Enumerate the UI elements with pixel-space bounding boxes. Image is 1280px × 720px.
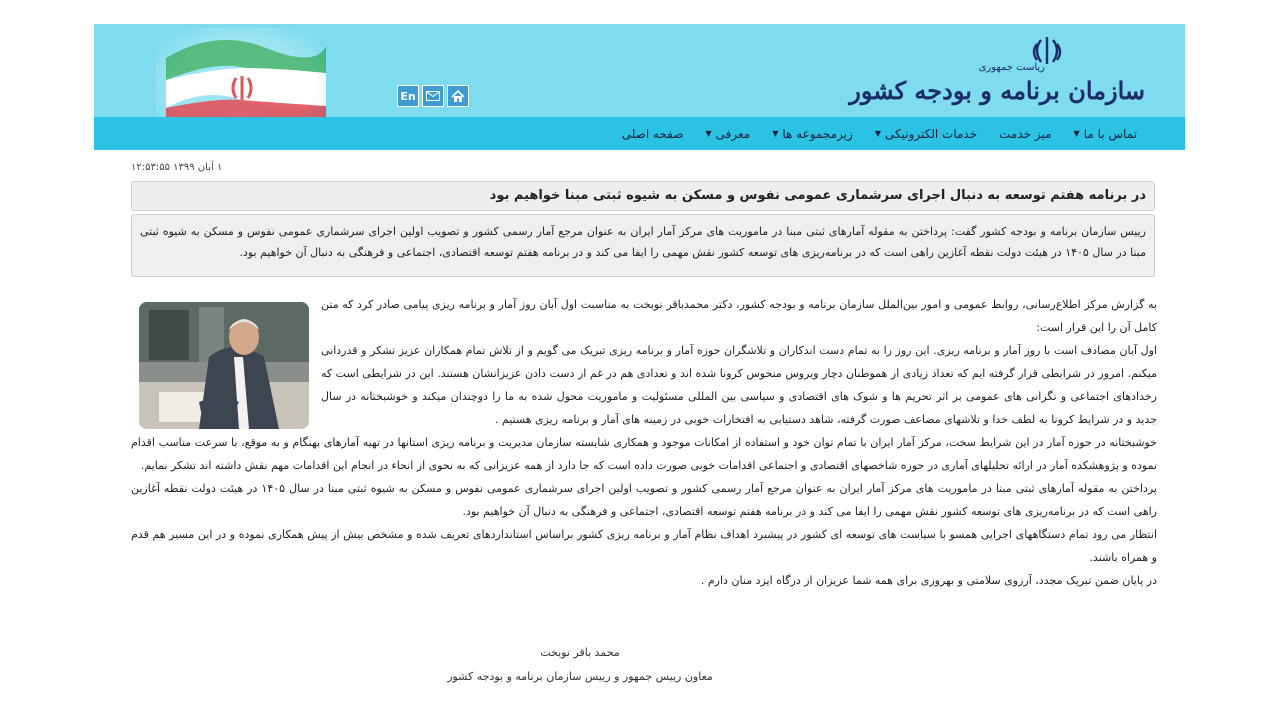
nav-e-services-label: خدمات الکترونیکی <box>884 126 978 141</box>
header-icon-group <box>397 85 469 107</box>
mail-icon[interactable] <box>422 85 444 107</box>
nav-service-desk-label: میز خدمت <box>999 126 1052 141</box>
site-header <box>94 24 1185 150</box>
nav-home-label: صفحه اصلی <box>621 126 684 141</box>
article-body <box>131 293 1157 592</box>
nav-contact-label: تماس با ما <box>1083 126 1137 141</box>
article-lead: رییس سازمان برنامه و بودجه کشور گفت: پرداختن به مقوله آمارهای ثبتی مبنا در ماموریت های مرکز آمار ایران به عنوان مرجع آمار رسمی کشور و تصویب اولین اجرای سرشماری عمومی نفوس و مسکن به شیوه ثبتی مبنا در سال ۱۴۰۵ در هیئت دولت نقطه آغازین راهی است که در برنامه‌ریزی های توسعه کشور نقش مهمی را ایفا می کند و در برنامه هفتم توسعه اقتصادی، اجتماعی و فرهنگی به دنبال آن خواهیم بود. <box>131 214 1155 277</box>
caret-down-icon: ▼ <box>874 129 881 138</box>
author-photo <box>139 302 309 429</box>
logo-subtitle: ریاست جمهوری <box>978 62 1045 73</box>
article-paragraph: به گزارش مرکز اطلاع‌رسانی، روابط عمومی و امور بین‌الملل سازمان برنامه و بودجه کشور، دکتر محمدباقر نوبخت به مناسبت اول آبان روز آمار و برنامه ریزی پیامی صادر کرد که متن کامل آن را این قرار است: <box>321 298 1157 334</box>
article-paragraph: پرداختن به مقوله آمارهای ثبتی مبنا در ماموریت های مرکز آمار ایران به عنوان مرجع آمار رسمی کشور و تصویب اولین اجرای سرشماری عمومی نفوس و مسکن به شیوه ثبتی مبنا در سال ۱۴۰۵ در هیئت دولت نقطه آغازین راهی است که در برنامه‌ریزی های توسعه کشور نقش مهمی را ایفا می کند و در برنامه هفتم توسعه اقتصادی، اجتماعی و فرهنگی به دنبال آن خواهیم بود. <box>131 482 1157 518</box>
signature-name: محمد باقر نوبخت <box>540 646 620 659</box>
caret-down-icon: ▼ <box>1073 129 1080 138</box>
header-banner <box>94 24 1185 117</box>
nav-subsidiaries-label: زیرمجموعه ها <box>782 126 853 141</box>
nav-contact[interactable] <box>1074 127 1137 141</box>
signature-position: معاون رییس جمهور و رییس سازمان برنامه و بودجه کشور <box>447 670 713 683</box>
main-navigation <box>94 117 1185 150</box>
article-title-box <box>131 181 1155 211</box>
home-icon[interactable] <box>447 85 469 107</box>
caret-down-icon: ▼ <box>705 129 712 138</box>
nav-subsidiaries[interactable] <box>772 127 853 141</box>
nav-e-services[interactable] <box>875 127 977 141</box>
logo-title: سازمان برنامه و بودجه کشور <box>849 76 1145 105</box>
article-paragraph: انتظار می رود تمام دستگاههای اجرایی همسو با سیاست های توسعه ای کشور در پیشبرد اهداف نظام آمار و برنامه ریزی کشور براساس استانداردهای تعریف شده و مشخص بیش از پیش همکاری نموده و در این مسیر هم قدم و همراه باشند. <box>131 528 1157 564</box>
caret-down-icon: ▼ <box>772 129 779 138</box>
nav-home[interactable] <box>622 127 684 141</box>
article-title: در برنامه هفتم توسعه به دنبال اجرای سرشماری عمومی نفوس و مسکن به شیوه ثبتی مبنا خواهیم بود <box>489 188 1146 203</box>
nav-service-desk[interactable] <box>999 127 1051 141</box>
organization-logo[interactable] <box>849 32 1145 116</box>
article-date: ۱ آبان ۱۳۹۹ ۱۲:۵۳:۵۵ <box>131 162 223 173</box>
article-paragraph: خوشبختانه در حوزه آمار در این شرایط سخت، مرکز آمار ایران با تمام توان خود و استفاده از امکانات موجود و همکاری شایسته سازمان مدیریت و برنامه ریزی استانها در تهیه آمارهای بهنگام و به موقع، با سرعت مناسب اقدام نموده و پژوهشکده آمار در ارائه تحلیلهای آماری در حوزه شاخصهای اقتصادی و اجتماعی اقدامات خوبی صورت داده است که جا دارد از همه عزیزانی که به نحوی از انحاء در انجام این اقدامات مهم نقش داشته اند تشکر نمایم. <box>131 436 1157 472</box>
article-paragraph: در پایان ضمن تبریک مجدد، آرزوی سلامتی و بهروزی برای همه شما عزیزان از درگاه ایزد منان دارم . <box>700 574 1157 587</box>
nav-about[interactable] <box>705 127 750 141</box>
english-language-icon[interactable]: En <box>397 85 419 107</box>
nav-about-label: معرفی <box>715 126 751 141</box>
article-paragraph: اول آبان مصادف است با روز آمار و برنامه ریزی. این روز را به تمام دست اندکاران و تلاشگران حوزه آمار و برنامه ریزی تبریک می گویم و از تلاش تمام همکاران عزیز تشکر و قدردانی میکنم. امروز در شرایطی قرار گرفته ایم که تعداد زیادی از هموطنان دچار ویروس منحوس کرونا شده اند و تعدادی هم در غم از دست دادن عزیزانشان هستند. این در شرایطی است که رخدادهای اجتماعی و نگرانی های عمومی بر اثر تحریم ها و شوک های اقتصادی و سیاسی بین المللی مسئولیت و ماموریت محول شده به ما را دوچندان میکند و خوشبختانه در سال جدید و در شرایط کرونا به لطف خدا و تلاشهای مضاعف صورت گرفته، شاهد دستیابی به افتخارات خوبی در زمینه های آمار و برنامه ریزی هستیم . <box>321 344 1157 426</box>
